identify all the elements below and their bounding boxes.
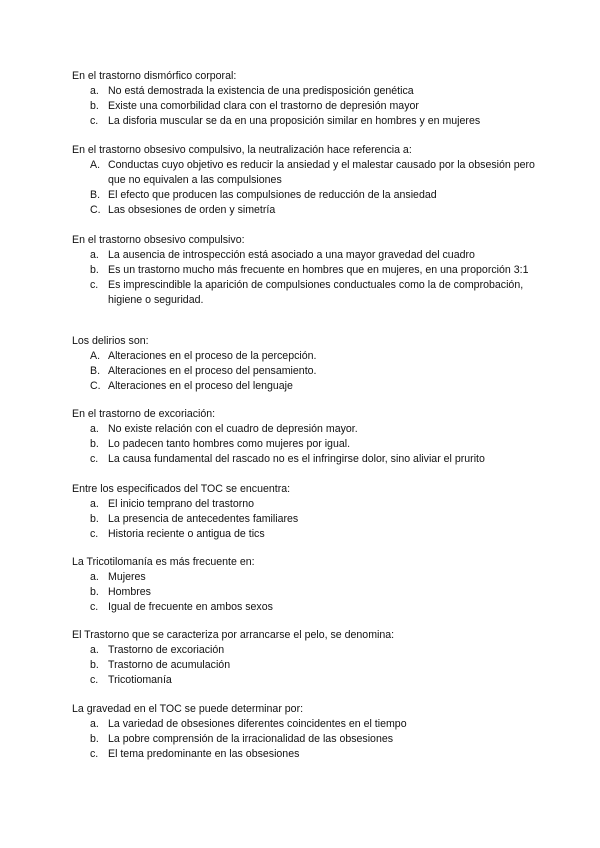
option-text: Lo padecen tanto hombres como mujeres por igual. (108, 438, 351, 450)
option-marker: a. (90, 423, 99, 435)
option-text: Alteraciones en el proceso del pensamiento. (108, 365, 317, 377)
option-item (72, 512, 542, 527)
option-text: Alteraciones en el proceso del lenguaje (108, 380, 293, 392)
option-item (72, 158, 542, 188)
option-item (72, 747, 542, 762)
option-text: Hombres (108, 586, 151, 598)
option-item (72, 643, 542, 658)
option-marker: A. (90, 159, 101, 171)
option-text: Es imprescindible la aparición de compulsiones conductuales como la de comprobación, higiene o seguridad. (108, 279, 524, 306)
question-stem: Entre los especificados del TOC se encuentra: (72, 483, 291, 495)
option-marker: C. (90, 204, 101, 216)
question-1 (72, 69, 542, 129)
option-text: La presencia de antecedentes familiares (108, 513, 299, 525)
question-3 (72, 233, 542, 308)
option-text: Trastorno de excoriación (108, 644, 225, 656)
option-item (72, 188, 542, 203)
option-marker: a. (90, 571, 99, 583)
option-list (72, 497, 542, 542)
option-text: Historia reciente o antigua de tics (108, 528, 265, 540)
option-marker: a. (90, 249, 99, 261)
option-marker: C. (90, 380, 101, 392)
option-item (72, 278, 542, 308)
option-list (72, 84, 542, 129)
option-list (72, 422, 542, 467)
option-marker: c. (90, 453, 99, 465)
option-text: El inicio temprano del trastorno (108, 498, 255, 510)
question-stem: En el trastorno dismórfico corporal: (72, 70, 237, 82)
option-item (72, 84, 542, 99)
option-text: No existe relación con el cuadro de depresión mayor. (108, 423, 358, 435)
option-text: Mujeres (108, 571, 146, 583)
question-stem: En el trastorno de excoriación: (72, 408, 216, 420)
option-item (72, 717, 542, 732)
option-marker: A. (90, 350, 101, 362)
option-item (72, 658, 542, 673)
option-list (72, 717, 542, 762)
question-stem: La Tricotilomanía es más frecuente en: (72, 556, 255, 568)
option-item (72, 379, 542, 394)
option-item (72, 114, 542, 129)
option-text: Alteraciones en el proceso de la percepción. (108, 350, 317, 362)
option-item (72, 732, 542, 747)
option-marker: b. (90, 586, 99, 598)
option-text: No está demostrada la existencia de una predisposición genética (108, 85, 414, 97)
option-text: Trastorno de acumulación (108, 659, 231, 671)
question-stem: En el trastorno obsesivo compulsivo: (72, 234, 245, 246)
option-marker: B. (90, 189, 101, 201)
option-item (72, 437, 542, 452)
option-marker: a. (90, 644, 99, 656)
option-text: Es un trastorno mucho más frecuente en hombres que en mujeres, en una proporción 3:1 (108, 264, 529, 276)
option-marker: c. (90, 279, 99, 291)
option-text: El tema predominante en las obsesiones (108, 748, 300, 760)
option-item (72, 452, 542, 467)
option-item (72, 673, 542, 688)
option-marker: b. (90, 513, 99, 525)
option-marker: b. (90, 100, 99, 112)
option-text: El efecto que producen las compulsiones de reducción de la ansiedad (108, 189, 437, 201)
option-text: La causa fundamental del rascado no es el infringirse dolor, sino aliviar el prurito (108, 453, 485, 465)
option-marker: c. (90, 115, 99, 127)
option-marker: a. (90, 718, 99, 730)
option-text: La ausencia de introspección está asociado a una mayor gravedad del cuadro (108, 249, 475, 261)
option-text: Tricotiomanía (108, 674, 172, 686)
option-marker: b. (90, 659, 99, 671)
question-stem: En el trastorno obsesivo compulsivo, la neutralización hace referencia a: (72, 144, 412, 156)
option-marker: c. (90, 674, 99, 686)
option-marker: c. (90, 748, 99, 760)
option-list (72, 349, 542, 394)
question-2 (72, 143, 542, 218)
question-8 (72, 628, 542, 688)
option-marker: c. (90, 528, 99, 540)
question-6 (72, 482, 542, 542)
option-list (72, 158, 542, 218)
option-item (72, 497, 542, 512)
option-marker: b. (90, 733, 99, 745)
option-item (72, 203, 542, 218)
option-list (72, 570, 542, 615)
option-text: La variedad de obsesiones diferentes coincidentes en el tiempo (108, 718, 407, 730)
option-item (72, 600, 542, 615)
option-item (72, 585, 542, 600)
option-item (72, 364, 542, 379)
option-text: Conductas cuyo objetivo es reducir la ansiedad y el malestar causado por la obsesión pero que no equivalen a las compulsiones (108, 159, 535, 186)
question-7 (72, 555, 542, 615)
question-stem: Los delirios son: (72, 335, 149, 347)
question-stem: El Trastorno que se caracteriza por arrancarse el pelo, se denomina: (72, 629, 395, 641)
option-list (72, 643, 542, 688)
option-text: La disforia muscular se da en una proposición similar en hombres y en mujeres (108, 115, 481, 127)
question-stem: La gravedad en el TOC se puede determinar por: (72, 703, 304, 715)
question-9 (72, 702, 542, 762)
option-marker: a. (90, 85, 99, 97)
option-text: Igual de frecuente en ambos sexos (108, 601, 273, 613)
option-marker: c. (90, 601, 99, 613)
question-5 (72, 407, 542, 467)
option-item (72, 422, 542, 437)
option-marker: b. (90, 264, 99, 276)
option-item (72, 527, 542, 542)
option-item (72, 99, 542, 114)
option-item (72, 570, 542, 585)
option-text: La pobre comprensión de la irracionalidad de las obsesiones (108, 733, 394, 745)
option-item (72, 248, 542, 263)
option-text: Existe una comorbilidad clara con el trastorno de depresión mayor (108, 100, 419, 112)
option-marker: B. (90, 365, 101, 377)
option-marker: a. (90, 498, 99, 510)
option-item (72, 349, 542, 364)
option-text: Las obsesiones de orden y simetría (108, 204, 276, 216)
option-marker: b. (90, 438, 99, 450)
option-item (72, 263, 542, 278)
question-4 (72, 334, 542, 394)
option-list (72, 248, 542, 308)
